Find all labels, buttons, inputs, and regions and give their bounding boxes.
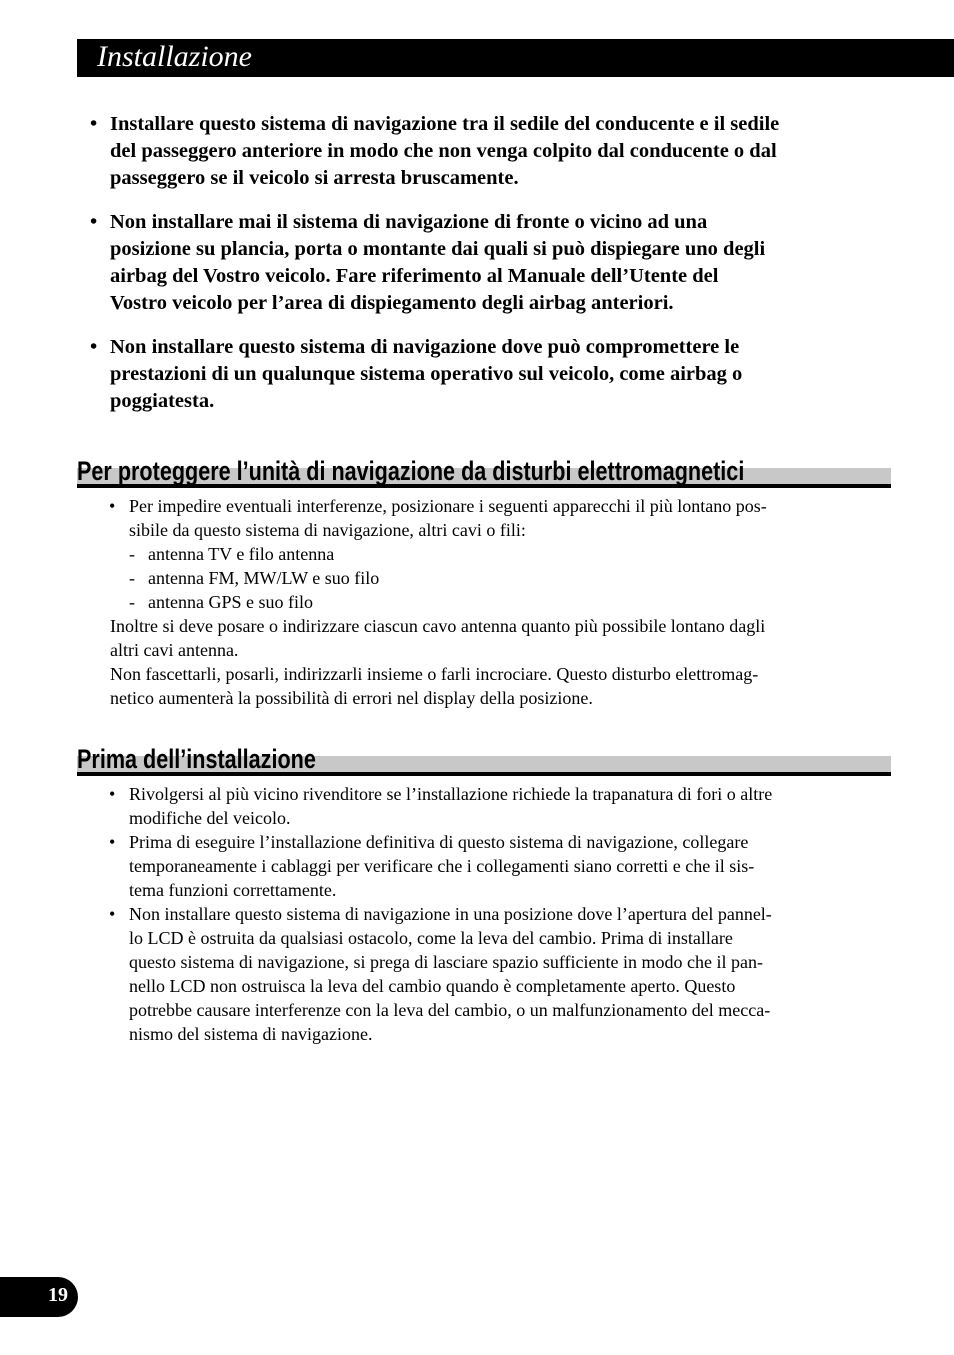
warning-item: • Non installare questo sistema di navigazione dove può compromettere le prestazioni di un qualunque sistema operativo sul veicolo, come airbag o poggiatesta. <box>90 336 743 412</box>
chapter-title-bar <box>77 39 954 77</box>
bullet-item: • Rivolgersi al più vicino rivenditore se l’installazione richiede la trapanatura di fori o altre modifiche del veicolo. <box>109 784 773 828</box>
bullet-item: • Prima di eseguire l’installazione definitiva di questo sistema di navigazione, collegare temporaneamente i cablaggi per verificare che i collegamenti siano corretti e che il sis- tema funzioni correttamente. <box>109 832 755 900</box>
dash-item: - antenna TV e filo antenna <box>129 544 335 564</box>
dash-item: - antenna FM, MW/LW e suo filo <box>129 568 380 588</box>
dash-item: - antenna GPS e suo filo <box>129 592 313 612</box>
section2-body <box>109 782 773 1046</box>
bullet-item: • Non installare questo sistema di navigazione in una posizione dove l’apertura del pannel- lo LCD è ostruita da qualsiasi ostacolo, come la leva del cambio. Prima di installare questo sistema di navigazione, si prega di lasciare spazio sufficiente in modo che il pan- nello LCD non ostruisca la leva del cambio quando è completamente aperto. Questo potrebbe causare interferenze con la leva del cambio, o un malfunzionamento del mecca- nismo del sistema di navigazione. <box>109 904 772 1044</box>
warning-item: • Non installare mai il sistema di navigazione di fronte o vicino ad una posizione su plancia, porta o montante dai quali si può dispiegare uno degli airbag del Vostro veicolo. Fare riferimento al Manuale dell’Utente del Vostro veicolo per l’area di dispiegamento degli airbag anteriori. <box>90 211 766 314</box>
section1-paragraphs: Inoltre si deve posare o indirizzare ciascun cavo antenna quanto più possibile lontano dagli altri cavi antenna. Non fascettarli, posarli, indirizzarli insieme o farli incrociare. Questo disturbo elettromag- netico aumenterà la possibilità di errori nel display della posizione. <box>110 616 766 708</box>
chapter-title: Installazione <box>97 40 252 73</box>
section1-body <box>109 494 767 614</box>
section-heading: Per proteggere l’unità di navigazione da disturbi elettromagnetici <box>77 468 891 488</box>
section-heading: Prima dell’installazione <box>77 756 891 776</box>
page-number: 19 <box>48 1284 68 1306</box>
page-number-tab <box>0 1277 78 1317</box>
bullet-item: • Per impedire eventuali interferenze, posizionare i seguenti apparecchi il più lontano pos- sibile da questo sistema di navigazione, altri cavi o fili: <box>109 496 767 540</box>
warning-item: • Installare questo sistema di navigazione tra il sedile del conducente e il sedile del passeggero anteriore in modo che non venga colpito dal conducente o dal passeggero se il veicolo si arresta bruscamente. <box>90 113 780 189</box>
